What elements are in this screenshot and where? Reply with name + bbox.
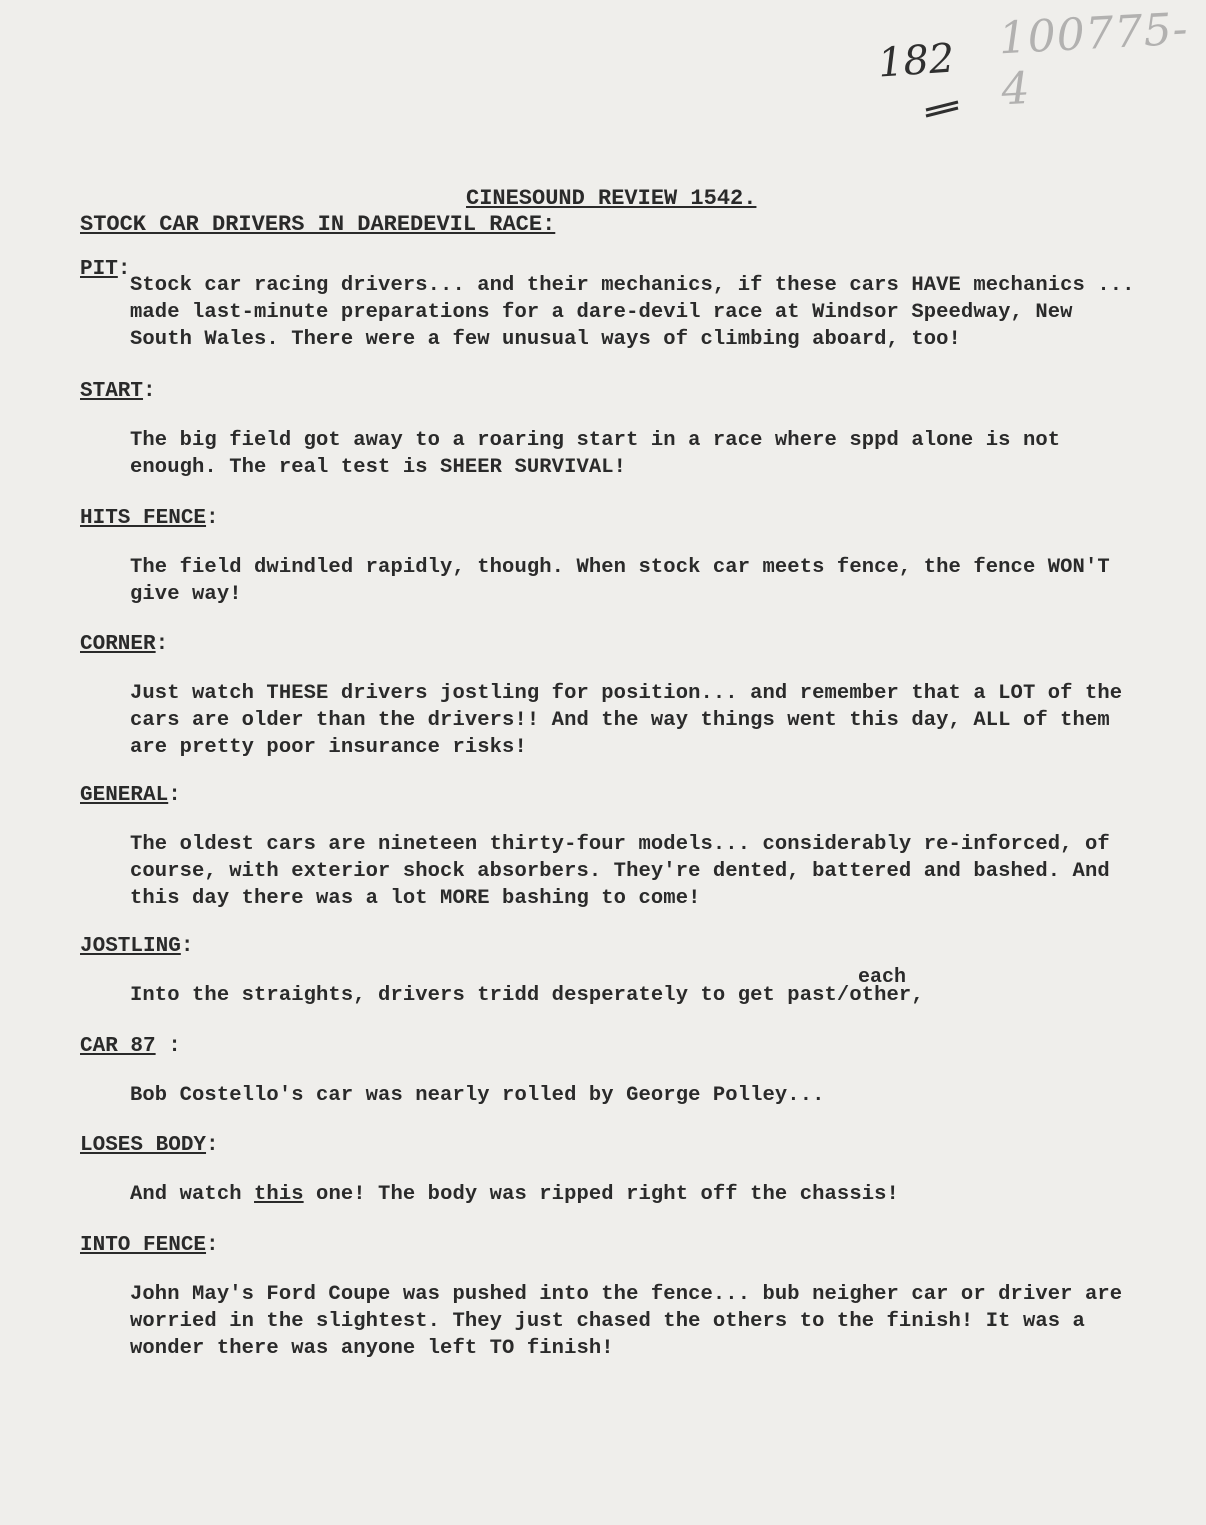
text-line: Just watch THESE drivers jostling for position... and remember that a LOT of the — [130, 682, 1123, 705]
section-heading-loses-body: LOSES BODY: — [80, 1134, 219, 1157]
section-heading-into-fence: INTO FENCE: — [80, 1234, 219, 1257]
text-line: Into the straights, drivers tridd desperately to get past/other, — [130, 984, 924, 1007]
document-subtitle: STOCK CAR DRIVERS IN DAREDEVIL RACE: — [80, 212, 556, 237]
section-text-car-87 — [130, 1082, 1150, 1109]
text-line: this day there was a lot MORE bashing to come! — [130, 887, 701, 910]
text-line: John May's Ford Coupe was pushed into the fence... bub neigher car or driver are — [130, 1283, 1123, 1306]
text-line: worried in the slightest. They just chased the others to the finish! It was a — [130, 1310, 1085, 1333]
text-line: The big field got away to a roaring start in a race where sppd alone is not — [130, 429, 1061, 452]
section-text-loses-body — [130, 1181, 1150, 1208]
section-heading-general: GENERAL: — [80, 784, 181, 807]
text-line: South Wales. There were a few unusual ways of climbing aboard, too! — [130, 328, 961, 351]
text-line: course, with exterior shock absorbers. They're dented, battered and bashed. And — [130, 860, 1110, 883]
handwritten-insertion: each — [858, 966, 907, 989]
underlined-word: this — [254, 1183, 304, 1206]
text-line: made last-minute preparations for a dare-devil race at Windsor Speedway, New — [130, 301, 1073, 324]
document-title: CINESOUND REVIEW 1542. — [466, 186, 757, 211]
section-heading-corner: CORNER: — [80, 633, 169, 656]
section-heading-hits-fence: HITS FENCE: — [80, 507, 219, 530]
text-line: Stock car racing drivers... and their mechanics, if these cars HAVE mechanics ... — [130, 274, 1135, 297]
section-text-general — [130, 831, 1150, 912]
handwritten-reference-number: 100775-4 — [997, 3, 1190, 116]
text-line: And watch this one! The body was ripped right off the chassis! — [130, 1183, 899, 1206]
section-heading-start: START: — [80, 380, 156, 403]
text-line: give way! — [130, 583, 242, 606]
handwritten-page-number: 182 — [876, 35, 956, 87]
section-text-corner — [130, 680, 1150, 761]
text-line: Bob Costello's car was nearly rolled by George Polley... — [130, 1084, 825, 1107]
section-text-start — [130, 427, 1150, 481]
text-line: enough. The real test is SHEER SURVIVAL! — [130, 456, 627, 479]
text-line: cars are older than the drivers!! And the way things went this day, ALL of them — [130, 709, 1110, 732]
section-heading-jostling: JOSTLING: — [80, 935, 194, 958]
section-heading-car-87: CAR 87 : — [80, 1035, 181, 1058]
section-text-hits-fence — [130, 554, 1150, 608]
text-line: are pretty poor insurance risks! — [130, 736, 527, 759]
handwritten-double-stroke-mark — [924, 100, 960, 118]
text-line: The field dwindled rapidly, though. When stock car meets fence, the fence WON'T — [130, 556, 1110, 579]
text-line: wonder there was anyone left TO finish! — [130, 1337, 614, 1360]
section-text-into-fence — [130, 1281, 1150, 1362]
text-line: The oldest cars are nineteen thirty-four models... considerably re-inforced, of — [130, 833, 1110, 856]
section-text-pit — [130, 272, 1150, 353]
section-heading-pit: PIT: — [80, 258, 131, 281]
section-text-jostling — [130, 982, 1150, 1009]
